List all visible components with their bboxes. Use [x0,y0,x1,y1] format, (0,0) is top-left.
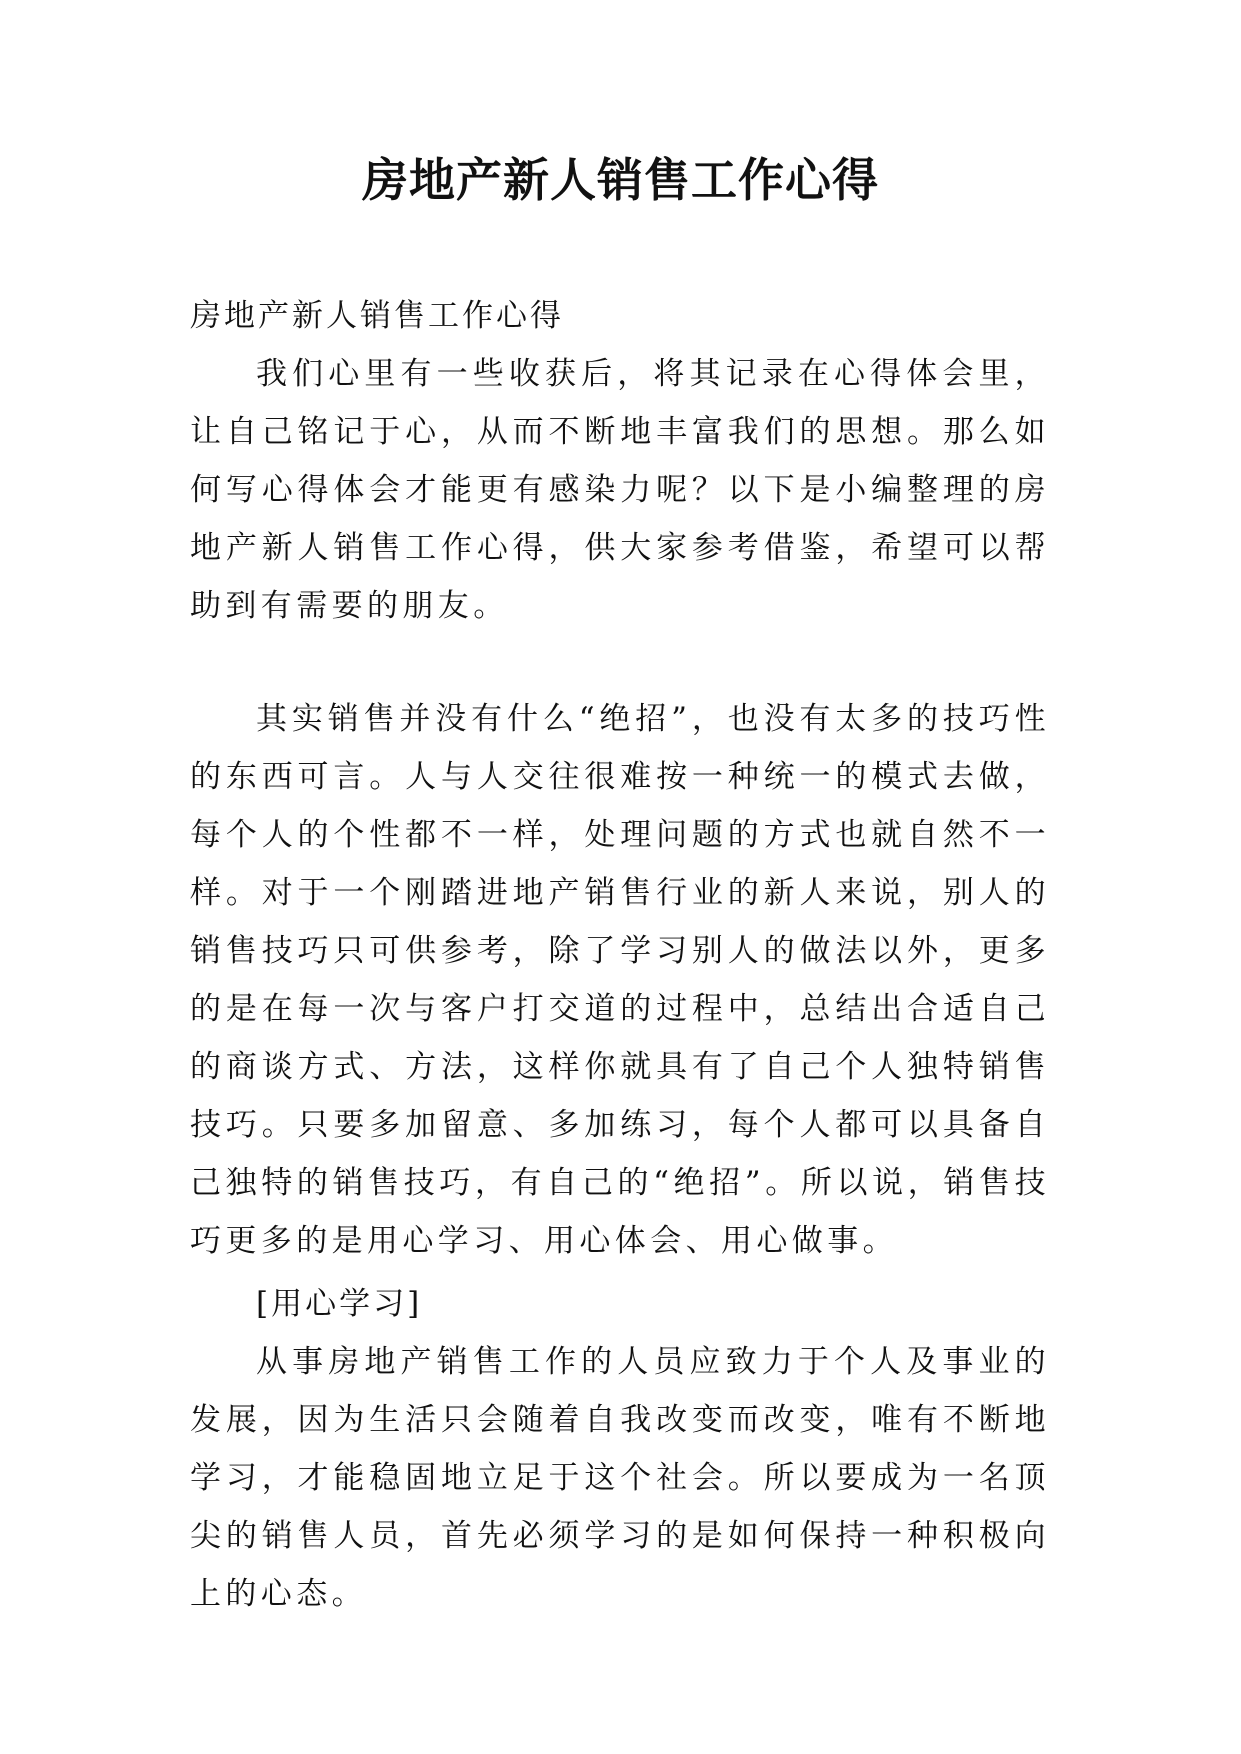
body-paragraph-learning: 从事房地产销售工作的人员应致力于个人及事业的发展，因为生活只会随着自我改变而改变，唯有不断地学习，才能稳固地立足于这个社会。所以要成为一名顶尖的销售人员，首先必须学习的是如何保持一种积极向上的心态。 [190,1344,1050,1612]
intro-paragraph: 我们心里有一些收获后，将其记录在心得体会里，让自己铭记于心，从而不断地丰富我们的思想。那么如何写心得体会才能更有感染力呢？以下是小编整理的房地产新人销售工作心得，供大家参考借鉴，希望可以帮助到有需要的朋友。 [190,356,1050,624]
body-paragraph-sales-tips: 其实销售并没有什么“绝招”，也没有太多的技巧性的东西可言。人与人交往很难按一种统一的模式去做，每个人的个性都不一样，处理问题的方式也就自然不一样。对于一个刚踏进地产销售行业的新人来说，别人的销售技巧只可供参考，除了学习别人的做法以外，更多的是在每一次与客户打交道的过程中，总结出合适自己的商谈方式、方法，这样你就具有了自己个人独特销售技巧。只要多加留意、多加练习，每个人都可以具备自己独特的销售技巧，有自己的“绝招”。所以说，销售技巧更多的是用心学习、用心体会、用心做事。 [190,701,1050,1259]
document-title: 房地产新人销售工作心得 [362,153,879,207]
document-subtitle: 房地产新人销售工作心得 [190,298,564,334]
section-heading-study: [用心学习] [256,1286,423,1322]
